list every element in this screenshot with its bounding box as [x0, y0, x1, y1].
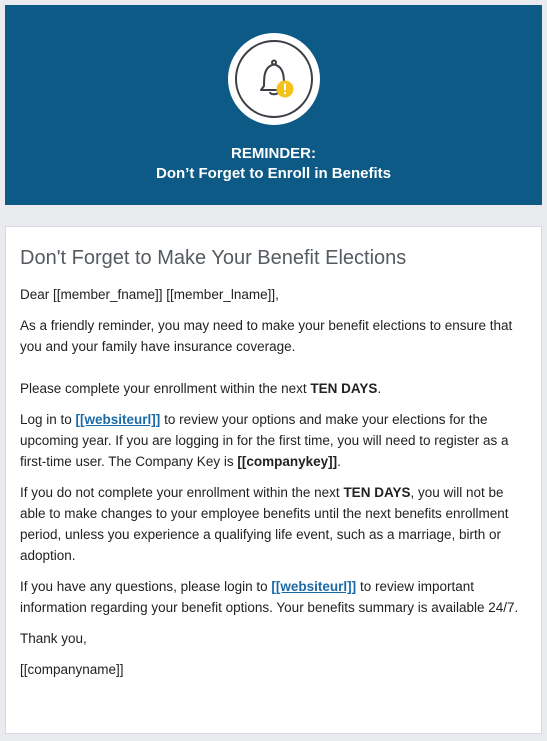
reminder-banner [5, 5, 542, 205]
deadline-end: . [377, 381, 382, 396]
login-text: Log in to [20, 412, 76, 427]
questions-paragraph [20, 576, 527, 618]
deadline-text: Please complete your enrollment within the next [20, 381, 311, 396]
deadline-emphasis: TEN DAYS [310, 381, 378, 396]
login-end: . [337, 454, 341, 469]
greeting: Dear [[member_fname]] [[member_lname]], [20, 287, 279, 302]
login-instructions: to review your options and make your elections for the upcoming year. If you are logging in for the first time, you will need to register as a first-time user. The Company Key is [20, 412, 509, 469]
login-paragraph [20, 409, 527, 472]
bell-badge [228, 33, 320, 125]
questions-end: to review important information regarding your benefit options. Your benefits summary is available 24/7. [20, 579, 519, 615]
website-link[interactable]: [[websiteurl]] [75, 412, 161, 427]
banner-label: REMINDER: [231, 145, 316, 162]
deadline-paragraph [20, 378, 527, 399]
consequence-paragraph [20, 482, 527, 566]
website-link-2[interactable]: [[websiteurl]] [271, 579, 357, 594]
banner-title: Don’t Forget to Enroll in Benefits [156, 165, 391, 182]
reminder-paragraph: As a friendly reminder, you may need to make your benefit elections to ensure that you and your family have insurance coverage. [20, 318, 513, 354]
consequence-emphasis: TEN DAYS [343, 485, 411, 500]
company-key: [[companykey]] [237, 454, 338, 469]
email-heading: Don't Forget to Make Your Benefit Elections [20, 247, 407, 269]
email-body-card [5, 226, 542, 734]
closing: Thank you, [20, 631, 87, 646]
questions-text: If you have any questions, please login to [20, 579, 272, 594]
consequence-end: , you will not be able to make changes to your employee benefits until the next benefits enrollment period, unless you experience a qualifying life event, such as a marriage, birth or adoption. [20, 485, 509, 563]
bell-alert-icon [235, 40, 313, 118]
consequence-text: If you do not complete your enrollment within the next [20, 485, 344, 500]
signature: [[companyname]] [20, 662, 124, 677]
